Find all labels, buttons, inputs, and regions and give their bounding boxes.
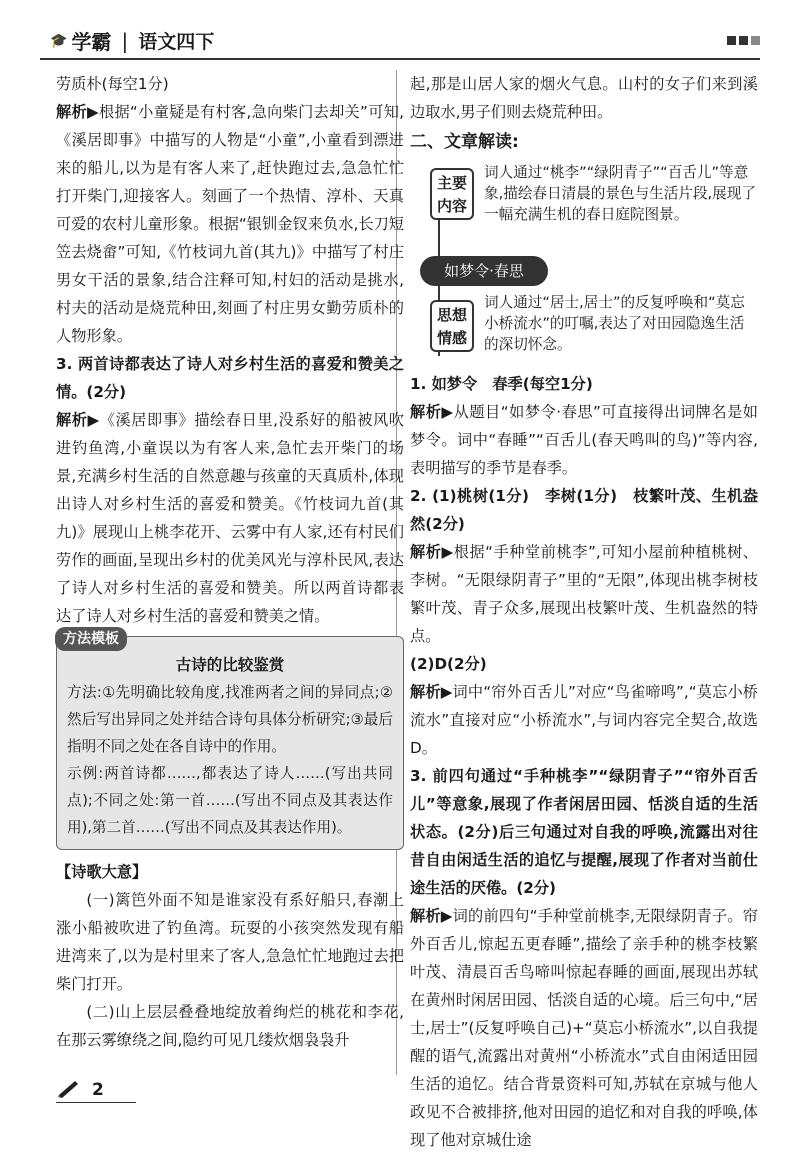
poem-meaning-2: (二)山上层层叠叠地绽放着绚烂的桃花和李花,在那云雾缭绕之间,隐约可见几缕炊烟袅袅升 xyxy=(56,1003,404,1049)
footer-line xyxy=(56,1102,136,1103)
explanation-text: ▶词中“帘外百舌儿”对应“鸟雀啼鸣”,“莫忘小桥流水”直接对应“小桥流水”,与词内容完全契合,故选D。 xyxy=(410,683,758,757)
graduation-cap-icon: 🎓 xyxy=(50,32,68,49)
header-separator: | xyxy=(121,28,129,53)
explanation-label: 解析 xyxy=(410,907,441,925)
main-content-tag: 主要内容 xyxy=(430,168,474,220)
answer-2: 2. (1)桃树(1分) 李树(1分) 枝繁叶茂、生机盎然(2分) xyxy=(410,487,758,533)
subject-label: 语文四下 xyxy=(138,31,215,53)
answer-1: 1. 如梦令 春季(每空1分) xyxy=(410,375,593,393)
method-body: 方法:①先明确比较角度,找准两者之间的异同点;②然后写出异同之处并结合诗句具体分析研究;③最后指明不同之处在各自诗中的作用。 xyxy=(67,684,393,755)
explanation-1 xyxy=(56,98,404,350)
explanation-label: 解析 xyxy=(410,683,441,701)
section-title: 二、文章解读: xyxy=(410,132,519,152)
answer-fragment: 劳质朴(每空1分) xyxy=(56,75,169,93)
header-decoration xyxy=(727,36,760,45)
question-3: 3. 两首诗都表达了诗人对乡村生活的喜爱和赞美之情。(2分) xyxy=(56,355,404,401)
page-number: 2 xyxy=(92,1080,104,1100)
explanation-r2b xyxy=(410,678,758,762)
poem-meaning-title: 【诗歌大意】 xyxy=(56,863,148,881)
interpretation-diagram xyxy=(410,160,758,366)
explanation-r1 xyxy=(410,398,758,482)
explanation-text: ▶《溪居即事》描绘春日里,没系好的船被风吹进钓鱼湾,小童误以为有客人来,急忙去开柴门的场景,充满乡村生活的自然意趣与孩童的天真质朴,体现出诗人对乡村生活的喜爱和赞美。《竹枝词九首(其九)》展现山上桃李花开、云雾中有人家,还有村民们劳作的画面,呈现出乡村的优美风光与淳朴民风,表达了诗人对乡村生活的喜爱和赞美。所以两首诗都表达了诗人对乡村生活的喜爱和赞美之情。 xyxy=(56,411,404,625)
explanation-text: ▶从题目“如梦令·春思”可直接得出词牌名是如梦令。词中“春睡”“百舌儿(春天鸣叫的鸟)”等内容,表明描写的季节是春季。 xyxy=(410,403,758,477)
explanation-label: 解析 xyxy=(56,411,88,429)
brand-logo xyxy=(50,26,214,55)
explanation-label: 解析 xyxy=(56,103,87,121)
poem-meaning-continued: 起,那是山居人家的烟火气息。山村的女子们来到溪边取水,男子们则去烧荒种田。 xyxy=(410,75,758,121)
poem-meaning-1: (一)篱笆外面不知是谁家没有系好船只,春潮上涨小船被吹进了钓鱼湾。玩耍的小孩突然发现有船进湾来了,以为是村里来了客人,急急忙忙地跑过去把柴门打开。 xyxy=(56,891,404,993)
emotion-tag: 思想情感 xyxy=(430,300,474,352)
explanation-r2 xyxy=(410,538,758,650)
explanation-text: ▶根据“小童疑是有村客,急向柴门去却关”可知,《溪居即事》中描写的人物是“小童”,小童看到漂进来的船儿,以为是有客人来了,赶快跑过去,急急忙忙打开柴门,迎接客人。刻画了一个热情、淳朴、天真可爱的农村儿童形象。根据“银钏金钗来负水,长刀短笠去烧畲”可知,《竹枝词九首(其九)》中描写了村庄男女干活的景象,结合注释可知,村妇的活动是挑水,村夫的活动是烧荒种田,刻画了村庄男女勤劳质朴的人物形象。 xyxy=(56,103,405,345)
explanation-label: 解析 xyxy=(410,543,442,561)
explanation-label: 解析 xyxy=(410,403,442,421)
main-content-text: 词人通过“桃李”“绿阴青子”“百舌儿”等意象,描绘春日清晨的景色与生活片段,展现了一幅充满生机的春日庭院图景。 xyxy=(484,164,756,223)
method-title: 古诗的比较鉴赏 xyxy=(175,656,285,674)
brand-name: 学霸 xyxy=(71,30,112,54)
pencil-icon xyxy=(56,1080,82,1100)
answer-3: 3. 前四句通过“手种桃李”“绿阴青子”“帘外百舌儿”等意象,展现了作者闲居田园、恬淡自适的生活状态。(2分)后三句通过对自我的呼唤,流露出对往昔自由闲适生活的追忆与提醒,展现了作者对当前仕途生活的厌倦。(2分) xyxy=(410,767,758,897)
left-column xyxy=(56,70,404,1054)
explanation-text: ▶根据“手种堂前桃李”,可知小屋前种植桃树、李树。“无限绿阴青子”里的“无限”,体现出桃李树枝繁叶茂、青子众多,展现出枝繁叶茂、生机盎然的特点。 xyxy=(410,543,758,645)
method-tag: 方法模板 xyxy=(55,627,127,651)
answer-2b: (2)D(2分) xyxy=(410,655,487,673)
poem-title-badge: 如梦令·春思 xyxy=(420,256,548,286)
method-example: 示例:两首诗都……,都表达了诗人……(写出共同点);不同之处:第一首……(写出不同点及其表达作用),第二首……(写出不同点及其表达作用)。 xyxy=(67,765,393,836)
emotion-text: 词人通过“居士,居士”的反复呼唤和“莫忘小桥流水”的叮嘱,表达了对田园隐逸生活的深切怀念。 xyxy=(484,294,745,353)
right-column xyxy=(410,70,758,1154)
explanation-2 xyxy=(56,406,404,630)
explanation-r3 xyxy=(410,902,758,1154)
method-template-box xyxy=(56,631,404,850)
explanation-text: ▶词的前四句“手种堂前桃李,无限绿阴青子。帘外百舌儿,惊起五更春睡”,描绘了亲手种的桃李枝繁叶茂、清晨百舌鸟啼叫惊起春睡的画面,展现出苏轼在黄州时闲居田园、恬淡自适的心境。后三句中,“居士,居士”(反复呼唤自己)+“莫忘小桥流水”,以自我提醒的语气,流露出对黄州“小桥流水”式自由闲适田园生活的追忆。结合背景资料可知,苏轼在京城与他人政见不合被排挤,他对田园的追忆和对自我的呼唤,体现了他对京城仕途 xyxy=(410,907,758,1149)
page-footer xyxy=(56,1080,104,1100)
page-header xyxy=(40,24,760,60)
